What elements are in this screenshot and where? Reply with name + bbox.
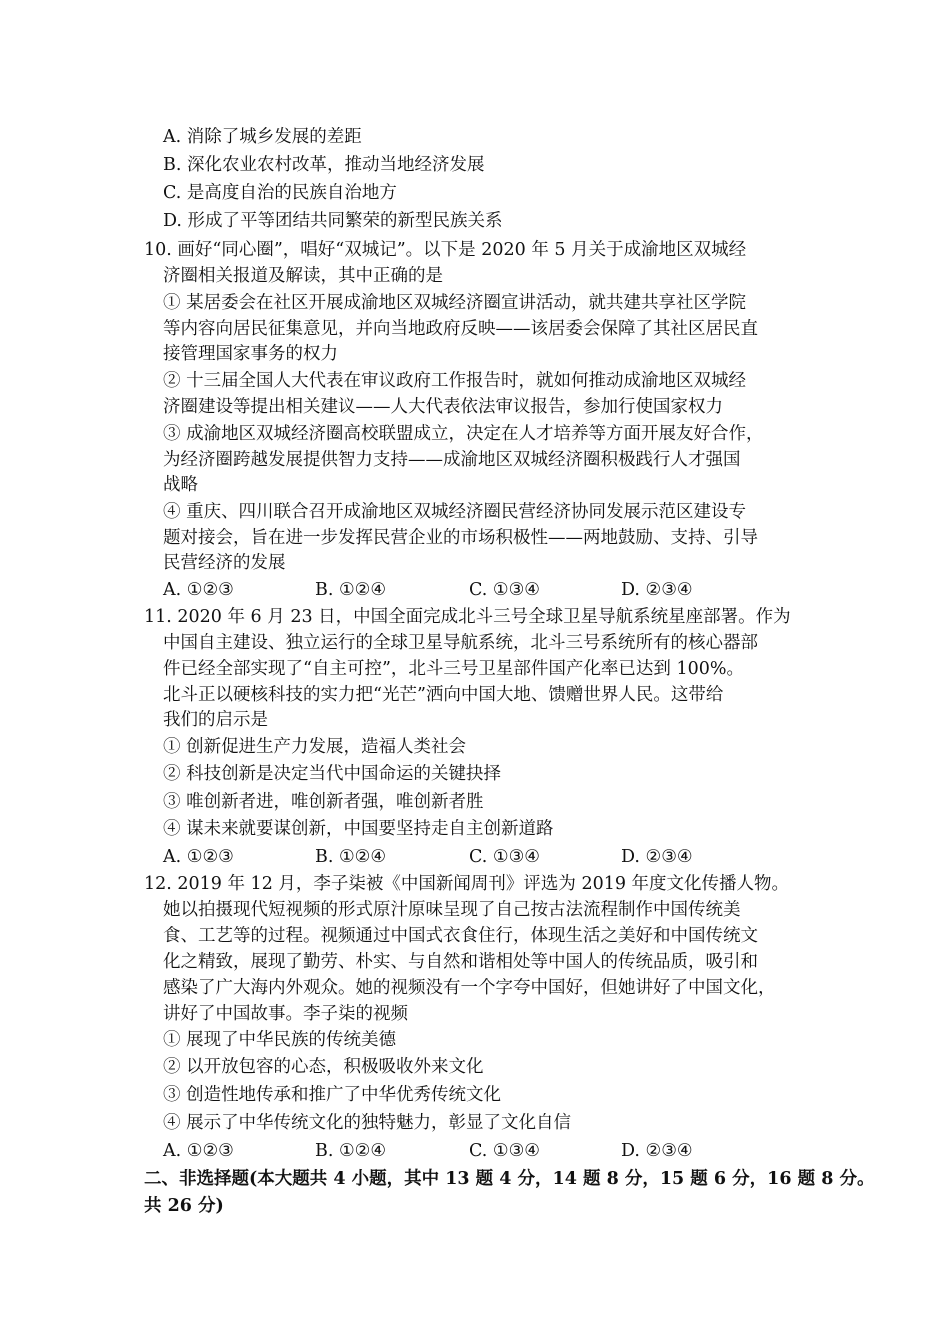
q11-item-line: ② 科技创新是决定当代中国命运的关键抉择	[163, 764, 502, 784]
q12-choice-d: D. ②③④	[621, 1141, 693, 1161]
q11-stem-line: 北斗正以硬核科技的实力把“光芒”洒向中国大地、馈赠世界人民。这带给	[163, 685, 724, 705]
q12-stem-line: 她以拍摄现代短视频的形式原汁原味呈现了自己按古法流程制作中国传统美	[163, 900, 741, 920]
q12-choice-a: A. ①②③	[163, 1141, 234, 1161]
q11-stem-line: 11. 2020 年 6 月 23 日，中国全面完成北斗三号全球卫星导航系统星座部署。作为	[144, 607, 791, 627]
q10-choice-d: D. ②③④	[621, 580, 693, 600]
q10-stem-line: 济圈相关报道及解读，其中正确的是	[163, 266, 443, 286]
section-heading-line2: 共 26 分)	[144, 1196, 224, 1216]
q10-item-line: ③ 成渝地区双城经济圈高校联盟成立，决定在人才培养等方面开展友好合作，	[163, 424, 764, 444]
q12-item-line: ④ 展示了中华传统文化的独特魅力，彰显了文化自信	[163, 1113, 572, 1133]
q11-choice-a: A. ①②③	[163, 847, 234, 867]
q11-stem-line: 我们的启示是	[163, 710, 268, 730]
q11-choice-d: D. ②③④	[621, 847, 693, 867]
q9-option-c: C. 是高度自治的民族自治地方	[163, 183, 397, 203]
q10-item-line: 等内容向居民征集意见，并向当地政府反映——该居委会保障了其社区居民直	[163, 319, 758, 339]
q9-option-b: B. 深化农业农村改革，推动当地经济发展	[163, 155, 485, 175]
q11-item-line: ④ 谋未来就要谋创新，中国要坚持走自主创新道路	[163, 819, 554, 839]
section-heading: 二、非选择题(本大题共 4 小题，其中 13 题 4 分，14 题 8 分，15 题 6 分，16 题 8 分。	[144, 1169, 875, 1189]
q11-stem-line: 中国自主建设、独立运行的全球卫星导航系统，北斗三号系统所有的核心器部	[163, 633, 758, 653]
q10-item-line: ② 十三届全国人大代表在审议政府工作报告时，就如何推动成渝地区双城经	[163, 371, 747, 391]
q11-choice-b: B. ①②④	[315, 847, 387, 867]
q12-stem-line: 化之精致，展现了勤劳、朴实、与自然和谐相处等中国人的传统品质，吸引和	[163, 952, 758, 972]
q11-item-line: ① 创新促进生产力发展，造福人类社会	[163, 737, 467, 757]
q12-choice-c: C. ①③④	[469, 1141, 540, 1161]
q10-stem-line: 10. 画好“同心圈”，唱好“双城记”。以下是 2020 年 5 月关于成渝地区双城经	[144, 240, 747, 260]
q10-item-line: 济圈建设等提出相关建议——人大代表依法审议报告，参加行使国家权力	[163, 397, 723, 417]
q10-choice-b: B. ①②④	[315, 580, 387, 600]
q9-option-a: A. 消除了城乡发展的差距	[163, 127, 362, 147]
q11-choice-c: C. ①③④	[469, 847, 540, 867]
q10-item-line: 接管理国家事务的权力	[163, 344, 338, 364]
q12-choice-b: B. ①②④	[315, 1141, 387, 1161]
q10-choice-c: C. ①③④	[469, 580, 540, 600]
q10-item-line: 民营经济的发展	[163, 553, 286, 573]
q12-stem-line: 感染了广大海内外观众。她的视频没有一个字夸中国好，但她讲好了中国文化，	[163, 978, 776, 998]
q12-item-line: ② 以开放包容的心态，积极吸收外来文化	[163, 1057, 484, 1077]
q10-item-line: ④ 重庆、四川联合召开成渝地区双城经济圈民营经济协同发展示范区建设专	[163, 502, 747, 522]
q10-choice-a: A. ①②③	[163, 580, 234, 600]
q10-item-line: ① 某居委会在社区开展成渝地区双城经济圈宣讲活动，就共建共享社区学院	[163, 293, 747, 313]
q12-item-line: ③ 创造性地传承和推广了中华优秀传统文化	[163, 1085, 502, 1105]
q11-item-line: ③ 唯创新者进，唯创新者强，唯创新者胜	[163, 792, 484, 812]
q9-option-d: D. 形成了平等团结共同繁荣的新型民族关系	[163, 211, 503, 231]
q10-item-line: 题对接会，旨在进一步发挥民营企业的市场积极性——两地鼓励、支持、引导	[163, 528, 758, 548]
q11-stem-line: 件已经全部实现了“自主可控”，北斗三号卫星部件国产化率已达到 100%。	[163, 659, 744, 679]
q10-item-line: 为经济圈跨越发展提供智力支持——成渝地区双城经济圈积极践行人才强国	[163, 450, 741, 470]
q12-item-line: ① 展现了中华民族的传统美德	[163, 1030, 397, 1050]
q12-stem-line: 讲好了中国故事。李子柒的视频	[163, 1004, 408, 1024]
q12-stem-line: 12. 2019 年 12 月，李子柒被《中国新闻周刊》评选为 2019 年度文化传播人物。	[144, 874, 790, 894]
q10-item-line: 战略	[163, 475, 198, 495]
q12-stem-line: 食、工艺等的过程。视频通过中国式衣食住行，体现生活之美好和中国传统文	[163, 926, 758, 946]
